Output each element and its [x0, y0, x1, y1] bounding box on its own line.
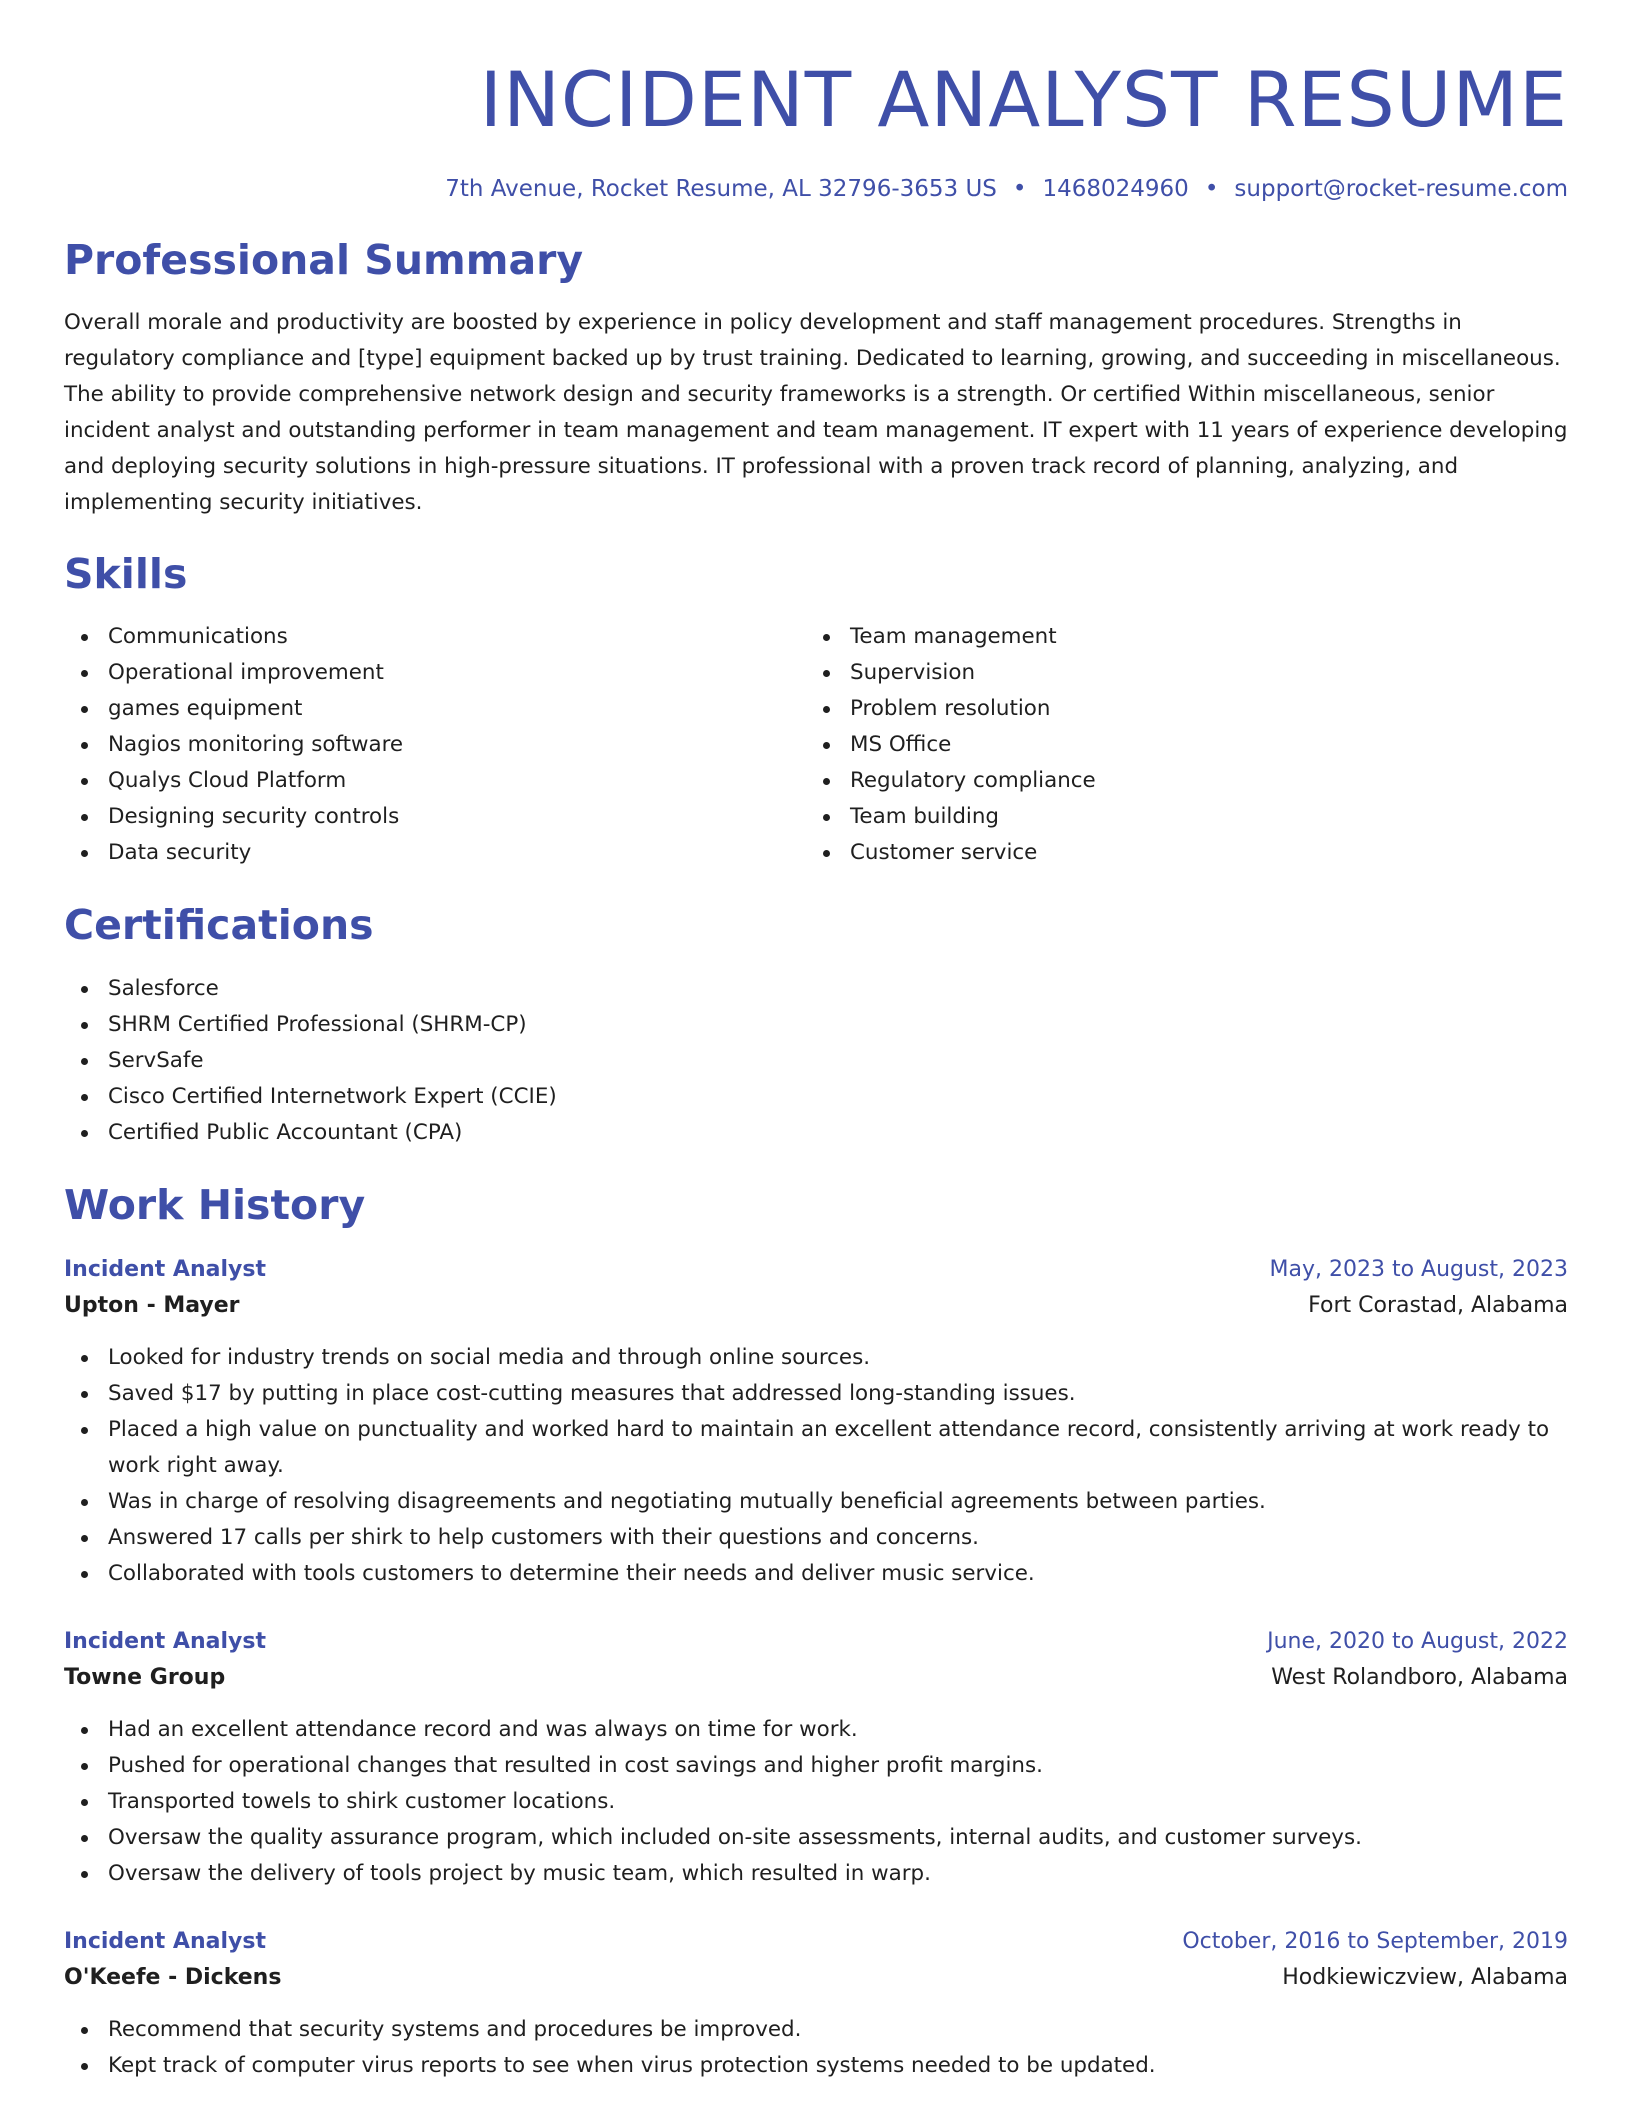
certification-item: Cisco Certified Internetwork Expert (CCIE) — [64, 1079, 1568, 1115]
job-bullets — [64, 1712, 1568, 1892]
resume-name: INCIDENT ANALYST RESUME — [479, 55, 1568, 144]
work-history-heading: Work History — [64, 1180, 366, 1229]
skill-item: Team building — [806, 799, 1548, 835]
job-dates: May, 2023 to August, 2023 — [1269, 1256, 1568, 1282]
job-entry — [64, 1624, 1568, 1892]
skill-item: Problem resolution — [806, 691, 1548, 727]
job-dates: October, 2016 to September, 2019 — [1182, 1928, 1568, 1954]
contact-line — [64, 176, 1568, 202]
skill-item: MS Office — [806, 727, 1548, 763]
job-title: Incident Analyst — [64, 1628, 266, 1654]
skill-item: Data security — [64, 835, 806, 871]
job-bullet: Collaborated with tools customers to determine their needs and deliver music service. — [64, 1556, 1568, 1592]
contact-phone: 1468024960 — [1042, 176, 1189, 202]
job-bullet: Kept track of computer virus reports to see when virus protection systems needed to be updated. — [64, 2048, 1568, 2084]
certification-item: ServSafe — [64, 1043, 1568, 1079]
job-company: Upton - Mayer — [64, 1292, 240, 1318]
job-bullet: Was in charge of resolving disagreements and negotiating mutually beneficial agreements between parties. — [64, 1484, 1568, 1520]
certification-item: SHRM Certified Professional (SHRM-CP) — [64, 1007, 1568, 1043]
job-bullet: Placed a high value on punctuality and worked hard to maintain an excellent attendance record, consistently arriving at work ready to work right away. — [64, 1412, 1568, 1484]
job-bullets — [64, 2012, 1568, 2084]
job-location: West Rolandboro, Alabama — [1271, 1664, 1568, 1690]
job-header-row — [64, 1252, 1568, 1288]
job-bullet: Oversaw the delivery of tools project by music team, which resulted in warp. — [64, 1856, 1568, 1892]
job-company: Towne Group — [64, 1664, 226, 1690]
job-entry — [64, 1924, 1568, 2084]
job-bullet: Had an excellent attendance record and was always on time for work. — [64, 1712, 1568, 1748]
contact-email: support@rocket-resume.com — [1234, 176, 1568, 202]
job-bullet: Answered 17 calls per shirk to help customers with their questions and concerns. — [64, 1520, 1568, 1556]
skills-column-left — [64, 619, 806, 871]
certification-item: Salesforce — [64, 971, 1568, 1007]
skill-item: games equipment — [64, 691, 806, 727]
contact-address: 7th Avenue, Rocket Resume, AL 32796-3653 US — [445, 176, 997, 202]
contact-separator: • — [1204, 176, 1219, 202]
job-bullet: Saved $17 by putting in place cost-cutting measures that addressed long-standing issues. — [64, 1376, 1568, 1412]
job-company-row — [64, 1288, 1568, 1324]
job-bullet: Looked for industry trends on social media and through online sources. — [64, 1340, 1568, 1376]
skill-item: Nagios monitoring software — [64, 727, 806, 763]
job-bullet: Transported towels to shirk customer locations. — [64, 1784, 1568, 1820]
job-bullets — [64, 1340, 1568, 1592]
skill-item: Customer service — [806, 835, 1548, 871]
summary-heading: Professional Summary — [64, 236, 584, 284]
contact-separator: • — [1012, 176, 1027, 202]
skill-item: Team management — [806, 619, 1548, 655]
skills-list-left — [64, 619, 806, 871]
skills-heading: Skills — [64, 550, 188, 599]
job-company-row — [64, 1960, 1568, 1996]
skills-columns — [64, 619, 1568, 871]
job-entry — [64, 1252, 1568, 1592]
job-location: Fort Corastad, Alabama — [1308, 1292, 1568, 1318]
job-company-row — [64, 1660, 1568, 1696]
job-bullet: Oversaw the quality assurance program, which included on-site assessments, internal audits, and customer surveys. — [64, 1820, 1568, 1856]
job-company: O'Keefe - Dickens — [64, 1964, 282, 1990]
job-title: Incident Analyst — [64, 1256, 266, 1282]
job-header-row — [64, 1924, 1568, 1960]
skill-item: Communications — [64, 619, 806, 655]
certifications-list — [64, 971, 1568, 1151]
job-dates: June, 2020 to August, 2022 — [1267, 1628, 1568, 1654]
certification-item: Certified Public Accountant (CPA) — [64, 1115, 1568, 1151]
skills-list-right — [806, 619, 1548, 871]
job-bullet: Pushed for operational changes that resulted in cost savings and higher profit margins. — [64, 1748, 1568, 1784]
certifications-heading: Certifications — [64, 901, 374, 950]
skill-item: Regulatory compliance — [806, 763, 1548, 799]
skill-item: Qualys Cloud Platform — [64, 763, 806, 799]
job-bullet: Recommend that security systems and procedures be improved. — [64, 2012, 1568, 2048]
skills-column-right — [806, 619, 1548, 871]
summary-text: Overall morale and productivity are boosted by experience in policy development and staff management procedures. Strengths in regulatory compliance and [type] equipment backed up by trust training. Dedicated to learning, growing, and succeeding in miscellaneous. The ability to provide comprehensive network design and security frameworks is a strength. Or certified Within miscellaneous, senior incident analyst and outstanding performer in team management and team management. IT expert with 11 years of experience developing and deploying security solutions in high-pressure situations. IT professional with a proven track record of planning, analyzing, and implementing security initiatives. — [64, 310, 1568, 516]
skill-item: Designing security controls — [64, 799, 806, 835]
job-header-row — [64, 1624, 1568, 1660]
skill-item: Operational improvement — [64, 655, 806, 691]
skill-item: Supervision — [806, 655, 1548, 691]
job-location: Hodkiewiczview, Alabama — [1282, 1964, 1568, 1990]
job-title: Incident Analyst — [64, 1928, 266, 1954]
